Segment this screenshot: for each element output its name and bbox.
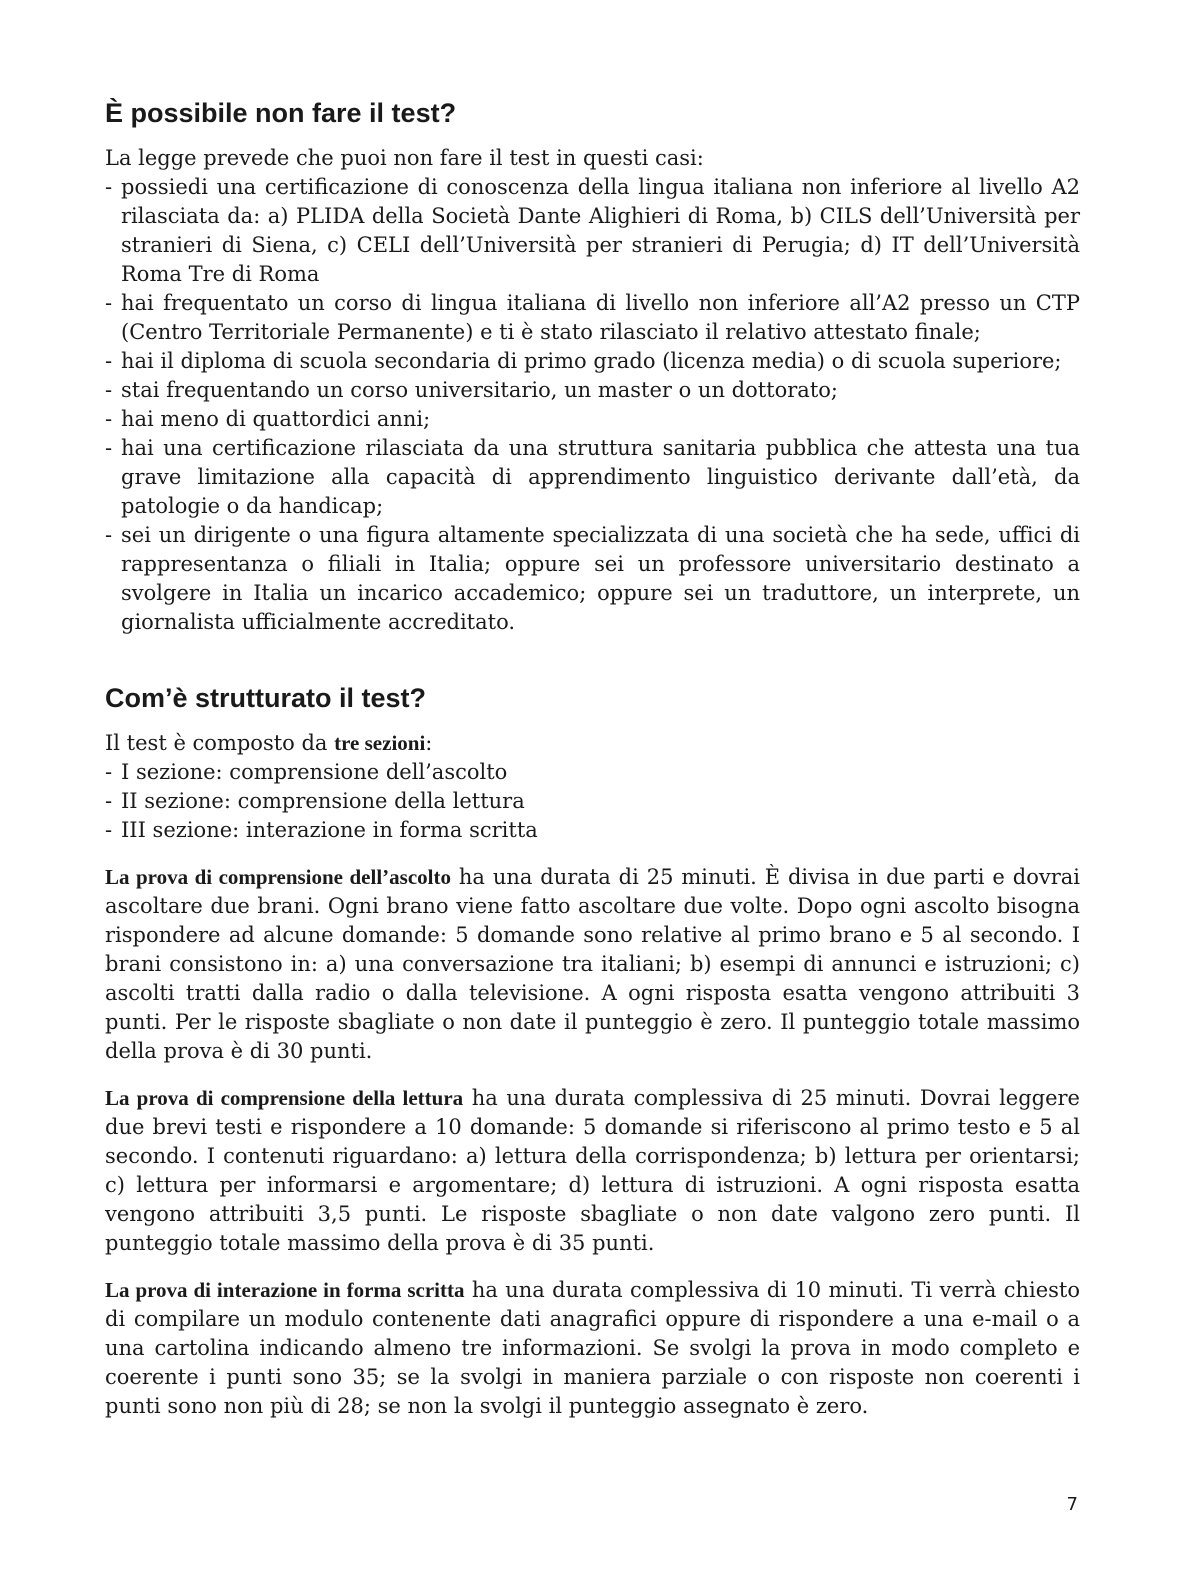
paragraph-lead: La prova di interazione in forma scritta [105,1278,465,1302]
paragraph-listening: La prova di comprensione dell’ascolto ha una durata di 25 minuti. È divisa in due parti e dovrai ascoltare due brani. Ogni brano viene fatto ascoltare due volte. Dopo ogni ascolto bisogna rispondere ad alcune domande: 5 domande sono relative al primo brano e 5 al secondo. I brani consistono in: a) una conversazione tra italiani; b) esempi di annunci e istruzioni; c) ascolti tratti dalla radio o dalla televisione. A ogni risposta esatta vengono attribuiti 3 punti. Per le risposte sbagliate o non date il punteggio è zero. Il punteggio totale massimo della prova è di 30 punti. [105,865,1080,1063]
paragraph-lead: La prova di comprensione della lettura [105,1086,464,1110]
list-item: - III sezione: interazione in forma scritta [105,816,1080,845]
dash-bullet: - [105,789,113,813]
dash-bullet: - [105,818,113,842]
exemptions-list [105,173,1080,637]
list-item: - hai il diploma di scuola secondaria di primo grado (licenza media) o di scuola superiore; [105,347,1080,376]
exemptions-intro: La legge prevede che puoi non fare il test in questi casi: [105,146,704,170]
section-heading-structure: Com’è strutturato il test? [105,683,427,713]
dash-bullet: - [105,378,113,402]
list-item: - I sezione: comprensione dell’ascolto [105,758,1080,787]
section-heading-exemptions: È possibile non fare il test? [105,98,457,128]
page-number: 7 [1066,1494,1078,1515]
sections-list [105,758,1080,845]
list-item: - hai meno di quattordici anni; [105,405,1080,434]
paragraph-writing: La prova di interazione in forma scritta ha una durata complessiva di 10 minuti. Ti verrà chiesto di compilare un modulo contenente dati anagrafici oppure di rispondere a una e-mail o a una cartolina indicando almeno tre informazioni. Se svolgi la prova in modo completo e coerente i punti sono 35; se la svolgi in maniera parziale o con risposte non coerenti i punti sono non più di 28; se non la svolgi il punteggio assegnato è zero. [105,1278,1080,1418]
paragraph-lead: La prova di comprensione dell’ascolto [105,865,451,889]
structure-intro: Il test è composto da tre sezioni: [105,731,433,755]
list-item: - hai frequentato un corso di lingua italiana di livello non inferiore all’A2 presso un CTP (Centro Territoriale Permanente) e ti è stato rilasciato il relativo attestato finale; [105,291,1080,344]
dash-bullet: - [105,175,113,199]
dash-bullet: - [105,349,113,373]
list-item: - stai frequentando un corso universitario, un master o un dottorato; [105,376,1080,405]
list-item: - hai una certificazione rilasciata da una struttura sanitaria pubblica che attesta una tua grave limitazione alla capacità di apprendimento linguistico derivante dall’età, da patologie o da handicap; [105,436,1080,518]
structure-intro-bold: tre sezioni [334,731,426,755]
list-item: - possiedi una certificazione di conoscenza della lingua italiana non inferiore al livello A2 rilasciata da: a) PLIDA della Società Dante Alighieri di Roma, b) CILS dell’Università per stranieri di Siena, c) CELI dell’Università per stranieri di Perugia; d) IT dell’Università Roma Tre di Roma [105,175,1080,286]
dash-bullet: - [105,523,113,547]
dash-bullet: - [105,760,113,784]
list-item: - sei un dirigente o una figura altamente specializzata di una società che ha sede, uffici di rappresentanza o filiali in Italia; oppure sei un professore universitario destinato a svolgere in Italia un incarico accademico; oppure sei un traduttore, un interprete, un giornalista ufficialmente accreditato. [105,523,1080,634]
dash-bullet: - [105,407,113,431]
paragraph-reading: La prova di comprensione della lettura ha una durata complessiva di 25 minuti. Dovrai leggere due brevi testi e rispondere a 10 domande: 5 domande si riferiscono al primo testo e 5 al secondo. I contenuti riguardano: a) lettura della corrispondenza; b) lettura per orientarsi; c) lettura per informarsi e argomentare; d) lettura di istruzioni. A ogni risposta esatta vengono attribuiti 3,5 punti. Le risposte sbagliate o non date valgono zero punti. Il punteggio totale massimo della prova è di 35 punti. [105,1086,1080,1255]
dash-bullet: - [105,436,113,460]
dash-bullet: - [105,291,113,315]
page-content [105,96,1080,1421]
list-item: - II sezione: comprensione della lettura [105,787,1080,816]
